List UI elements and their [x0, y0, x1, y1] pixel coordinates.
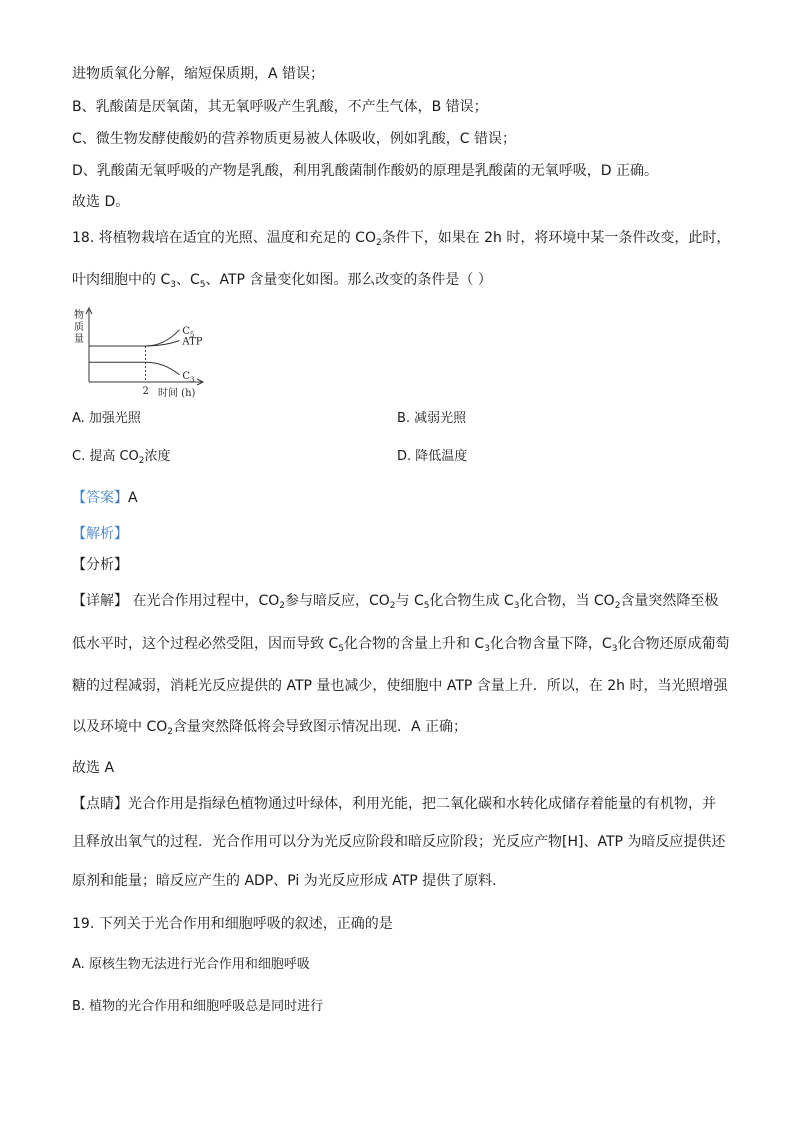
series-line-c3 — [89, 362, 179, 375]
prev-answer-choice: 故选 D。 — [72, 194, 130, 210]
q18-chart — [72, 306, 222, 402]
q19-stem: 19. 下列关于光合作用和细胞呼吸的叙述，正确的是 — [72, 916, 393, 932]
q19-option-a[interactable]: A. 原核生物无法进行光合作用和细胞呼吸 — [72, 957, 310, 972]
q18-option-a[interactable]: A. 加强光照 — [72, 411, 141, 426]
prev-answer-line-1: 进物质氧化分解，缩短保质期，A 错误； — [72, 66, 325, 82]
series-label-c5: $C_5$ — [182, 325, 195, 339]
q18-option-b[interactable]: B. 减弱光照 — [397, 411, 467, 426]
analysis-tag: 【解析】 — [72, 526, 128, 542]
answer-value: A — [128, 490, 138, 506]
detail-line-4: 以及环境中 $CO_2$含量突然降低将会导致图示情况出现．A 正确； — [72, 719, 468, 737]
fenxi-tag: 【分析】 — [72, 557, 128, 573]
q18-option-c[interactable]: C. 提高 $CO_2$浓度 — [72, 449, 171, 466]
prev-answer-line-3: C、微生物发酵使酸奶的营养物质更易被人体吸收，例如乳酸，C 错误； — [72, 131, 516, 147]
answer-tag: 【答案】 — [72, 490, 128, 506]
series-line-atp — [89, 341, 179, 346]
detail-line-1: 【详解】 在光合作用过程中，$CO_2$参与暗反应，$CO_2$与 $C_5$化合物生成 $C_3$化合物，当 $CO_2$含量突然降至极 — [72, 593, 719, 611]
point-line-1: 【点睛】光合作用是指绿色植物通过叶绿体，利用光能，把二氧化碳和水转化成储存着能量的有机物，并 — [72, 796, 716, 812]
x-tick-2: 2 — [142, 386, 149, 397]
point-line-2: 且释放出氧气的过程．光合作用可以分为光反应阶段和暗反应阶段；光反应产物[H]、ATP 为暗反应提供还 — [72, 834, 726, 850]
answer-line — [72, 488, 138, 508]
q18-stem-line-1: 18. 将植物栽培在适宜的光照、温度和充足的 $CO_2$条件下，如果在 2h 时，将环境中某一条件改变，此时， — [72, 230, 731, 248]
prev-answer-line-4: D、乳酸菌无氧呼吸的产物是乳酸，利用乳酸菌制作酸奶的原理是乳酸菌的无氧呼吸，D 正确。 — [72, 163, 659, 179]
x-axis-label: 时间 (h) — [158, 388, 196, 399]
series-line-c5 — [89, 330, 179, 346]
q18-option-d[interactable]: D. 降低温度 — [397, 449, 468, 464]
series-label-c3: $C_3$ — [182, 370, 195, 384]
y-axis-label: 物质量 — [74, 310, 84, 345]
q18-stem-line-2: 叶肉细胞中的 $C_3$、$C_5$、ATP 含量变化如图。那么改变的条件是（ ） — [72, 272, 492, 290]
prev-answer-line-2: B、乳酸菌是厌氧菌，其无氧呼吸产生乳酸，不产生气体，B 错误； — [72, 99, 488, 115]
point-line-3: 原剂和能量；暗反应产生的 ADP、Pi 为光反应形成 ATP 提供了原料． — [72, 873, 507, 889]
series-label-atp: ATP — [182, 336, 203, 348]
detail-line-2: 低水平时，这个过程必然受阻，因而导致 $C_5$化合物的含量上升和 $C_3$化合物含量下降，$C_3$化合物还原成葡萄 — [72, 636, 730, 654]
q19-option-b[interactable]: B. 植物的光合作用和细胞呼吸总是同时进行 — [72, 999, 324, 1014]
detail-choice: 故选 A — [72, 760, 115, 776]
detail-line-3: 糖的过程减弱，消耗光反应提供的 ATP 量也减少，使细胞中 ATP 含量上升．所以，在 2h 时，当光照增强 — [72, 678, 728, 694]
